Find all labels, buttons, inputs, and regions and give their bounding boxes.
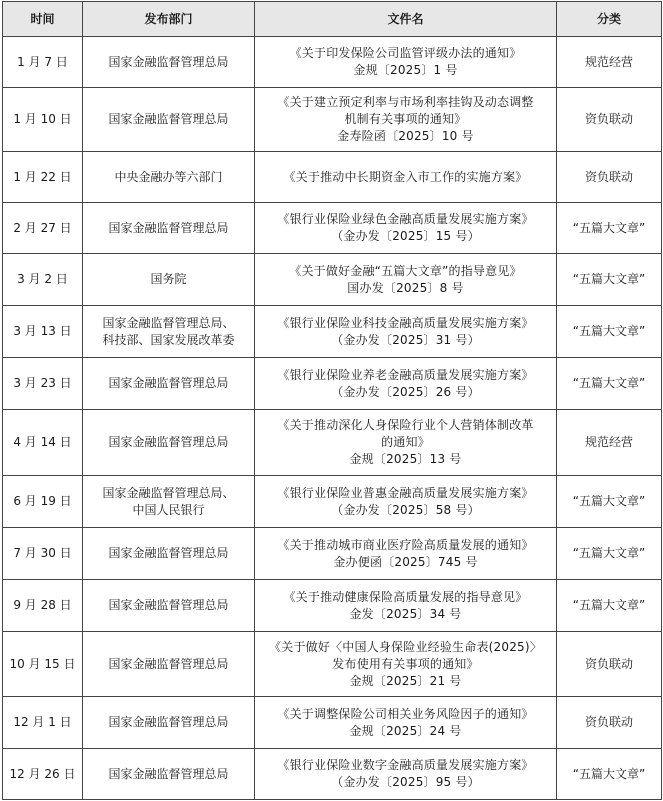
cell-department [83,697,255,749]
cell-department [83,88,255,152]
cell-date: 1 月 7 日 [3,37,83,88]
cell-document [255,306,557,358]
document-line: 《关于推动深化人身保险行业个人营销体制改革 [277,418,534,432]
document-line: 金规〔2025〕24 号 [349,723,462,738]
cell-category: “五篇大文章” [557,528,662,580]
department-line: 国家金融监督管理总局 [108,220,229,235]
document-line: 《银行业保险业绿色金融高质量发展实施方案》 [277,212,534,226]
table-row [3,749,662,800]
cell-department [83,410,255,476]
cell-document [255,358,557,410]
header-document: 文件名 [255,2,557,37]
cell-category: 资负联动 [557,88,662,152]
cell-category: 规范经营 [557,37,662,88]
department-line: 国家金融监督管理总局 [108,598,229,612]
cell-category: 规范经营 [557,410,662,476]
cell-date: 4 月 14 日 [3,410,83,476]
document-line: 国办发〔2025〕8 号 [347,280,464,295]
department-line: 国家金融监督管理总局 [108,715,229,729]
department-line: 科技部、国家发展改革委 [102,332,235,347]
document-line: （金办发〔2025〕31 号） [331,332,480,347]
document-line: 《关于印发保险公司监管评级办法的通知》 [289,46,522,60]
department-line: 国家金融监督管理总局 [108,112,229,126]
cell-category: “五篇大文章” [557,203,662,254]
document-line: 金办便函〔2025〕745 号 [333,554,478,569]
document-line: 发布使用有关事项的通知》 [332,656,479,671]
cell-document [255,152,557,203]
document-line: 的通知》 [381,435,430,449]
table-body [3,37,662,800]
table-row [3,410,662,476]
department-line: 国家金融监督管理总局 [108,546,229,560]
table-row [3,580,662,632]
cell-category: “五篇大文章” [557,358,662,410]
cell-department [83,358,255,410]
cell-document [255,410,557,476]
department-line: 中央金融办等六部门 [114,169,223,184]
table-header [3,2,662,37]
cell-date: 1 月 22 日 [3,152,83,203]
department-line: 国家金融监督管理总局、 [102,485,235,500]
cell-department [83,37,255,88]
cell-department [83,476,255,528]
table-row [3,152,662,203]
document-line: 金寿险函〔2025〕10 号 [337,129,474,143]
cell-date: 3 月 23 日 [3,358,83,410]
document-line: 《银行业保险业普惠金融高质量发展实施方案》 [277,485,534,500]
department-line: 中国人民银行 [132,502,205,517]
document-line: （金办发〔2025〕26 号） [331,384,480,399]
cell-date: 1 月 10 日 [3,88,83,152]
policy-table [2,1,662,800]
cell-department [83,632,255,697]
document-line: （金办发〔2025〕95 号） [331,775,480,789]
cell-category: 资负联动 [557,632,662,697]
cell-department [83,254,255,306]
document-line: 《关于做好金融“五篇大文章”的指导意见》 [289,263,522,278]
document-line: 《关于推动健康保险高质量发展的指导意见》 [283,589,528,604]
table-row [3,476,662,528]
cell-category: “五篇大文章” [557,580,662,632]
cell-department [83,152,255,203]
cell-document [255,476,557,528]
cell-department [83,203,255,254]
cell-date: 3 月 2 日 [3,254,83,306]
header-department: 发布部门 [83,2,255,37]
cell-category: 资负联动 [557,697,662,749]
cell-category: “五篇大文章” [557,254,662,306]
header-row [3,2,662,37]
table-row [3,37,662,88]
department-line: 国家金融监督管理总局 [108,435,229,449]
cell-document [255,580,557,632]
document-line: （金办发〔2025〕15 号） [331,229,480,243]
cell-document [255,88,557,152]
cell-date: 12 月 26 日 [3,749,83,800]
document-line: 《关于调整保险公司相关业务风险因子的通知》 [277,706,534,721]
cell-date: 6 月 19 日 [3,476,83,528]
document-line: （金办发〔2025〕58 号） [331,502,480,517]
cell-document [255,749,557,800]
document-line: 《关于推动中长期资金入市工作的实施方案》 [283,169,528,184]
table-row [3,88,662,152]
document-line: 《银行业保险业科技金融高质量发展实施方案》 [277,315,534,330]
document-line: 机制有关事项的通知》 [344,112,467,126]
document-line: 《银行业保险业养老金融高质量发展实施方案》 [277,367,534,382]
cell-date: 2 月 27 日 [3,203,83,254]
cell-department [83,306,255,358]
cell-category: 资负联动 [557,152,662,203]
cell-document [255,254,557,306]
table-row [3,254,662,306]
department-line: 国务院 [150,272,187,286]
document-line: 《关于建立预定利率与市场利率挂钩及动态调整 [277,95,534,109]
table-row [3,203,662,254]
document-line: 《银行业保险业数字金融高质量发展实施方案》 [277,758,534,772]
document-line: 《关于做好〈中国人身保险业经验生命表(2025)〉 [269,639,542,654]
table-row [3,632,662,697]
header-date: 时间 [3,2,83,37]
document-line: 金规〔2025〕1 号 [353,63,458,77]
cell-document [255,37,557,88]
document-line: 金规〔2025〕21 号 [349,673,462,688]
cell-department [83,580,255,632]
document-line: 《关于推动城市商业医疗险高质量发展的通知》 [277,537,534,552]
cell-date: 3 月 13 日 [3,306,83,358]
document-line: 金规〔2025〕13 号 [349,452,462,466]
cell-date: 9 月 28 日 [3,580,83,632]
department-line: 国家金融监督管理总局 [108,656,229,671]
document-line: 金发〔2025〕34 号 [349,606,462,621]
cell-department [83,528,255,580]
cell-date: 7 月 30 日 [3,528,83,580]
department-line: 国家金融监督管理总局 [108,376,229,390]
department-line: 国家金融监督管理总局 [108,54,229,69]
cell-date: 10 月 15 日 [3,632,83,697]
cell-document [255,632,557,697]
table-row [3,358,662,410]
header-category: 分类 [557,2,662,37]
department-line: 国家金融监督管理总局 [108,766,229,781]
cell-date: 12 月 1 日 [3,697,83,749]
department-line: 国家金融监督管理总局、 [102,315,235,330]
cell-category: “五篇大文章” [557,749,662,800]
cell-document [255,528,557,580]
table-row [3,306,662,358]
cell-document [255,697,557,749]
cell-category: “五篇大文章” [557,306,662,358]
cell-document [255,203,557,254]
cell-department [83,749,255,800]
cell-category: “五篇大文章” [557,476,662,528]
table-row [3,528,662,580]
table-row [3,697,662,749]
